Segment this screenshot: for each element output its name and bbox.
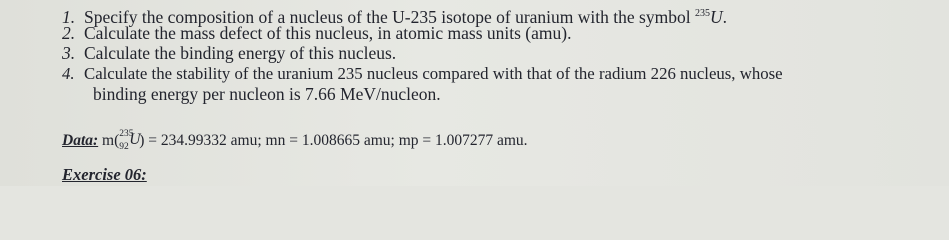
mass-prefix: m( — [102, 132, 120, 149]
isotope-mass-number: 235 — [694, 8, 710, 19]
question-2 — [62, 24, 571, 43]
nuclide-notation — [119, 129, 141, 152]
question-number: 2. — [62, 23, 76, 43]
question-number: 1. — [62, 7, 76, 27]
data-line — [62, 130, 528, 151]
question-text: Calculate the binding energy of this nucleus. — [84, 43, 397, 63]
data-label: Data: — [62, 132, 99, 149]
question-4-continuation: binding energy per nucleon is 7.66 MeV/nucleon. — [93, 84, 441, 104]
question-3 — [62, 44, 396, 63]
question-end: . — [722, 7, 727, 27]
question-text: Calculate the mass defect of this nucleus, in atomic mass units (amu). — [84, 23, 572, 43]
nuclide-atomic-number: 92 — [119, 142, 129, 152]
question-number: 4. — [62, 64, 75, 83]
question-number: 3. — [62, 43, 76, 63]
mass-values: ) = 234.99332 amu; mn = 1.008665 amu; mp = 1.007277 amu. — [139, 132, 528, 149]
nuclide-element: U — [129, 131, 141, 148]
question-text: Calculate the stability of the uranium 235 nucleus compared with that of the radium 226 nucleus, whose — [84, 64, 783, 83]
isotope-symbol: U — [709, 7, 723, 27]
question-text: Specify the composition of a nucleus of the U-235 isotope of uranium with the symbol — [84, 7, 695, 27]
nuclide-mass-number: 235 — [119, 129, 134, 139]
exercise-heading: Exercise 06: — [62, 165, 147, 184]
question-4 — [62, 64, 783, 83]
